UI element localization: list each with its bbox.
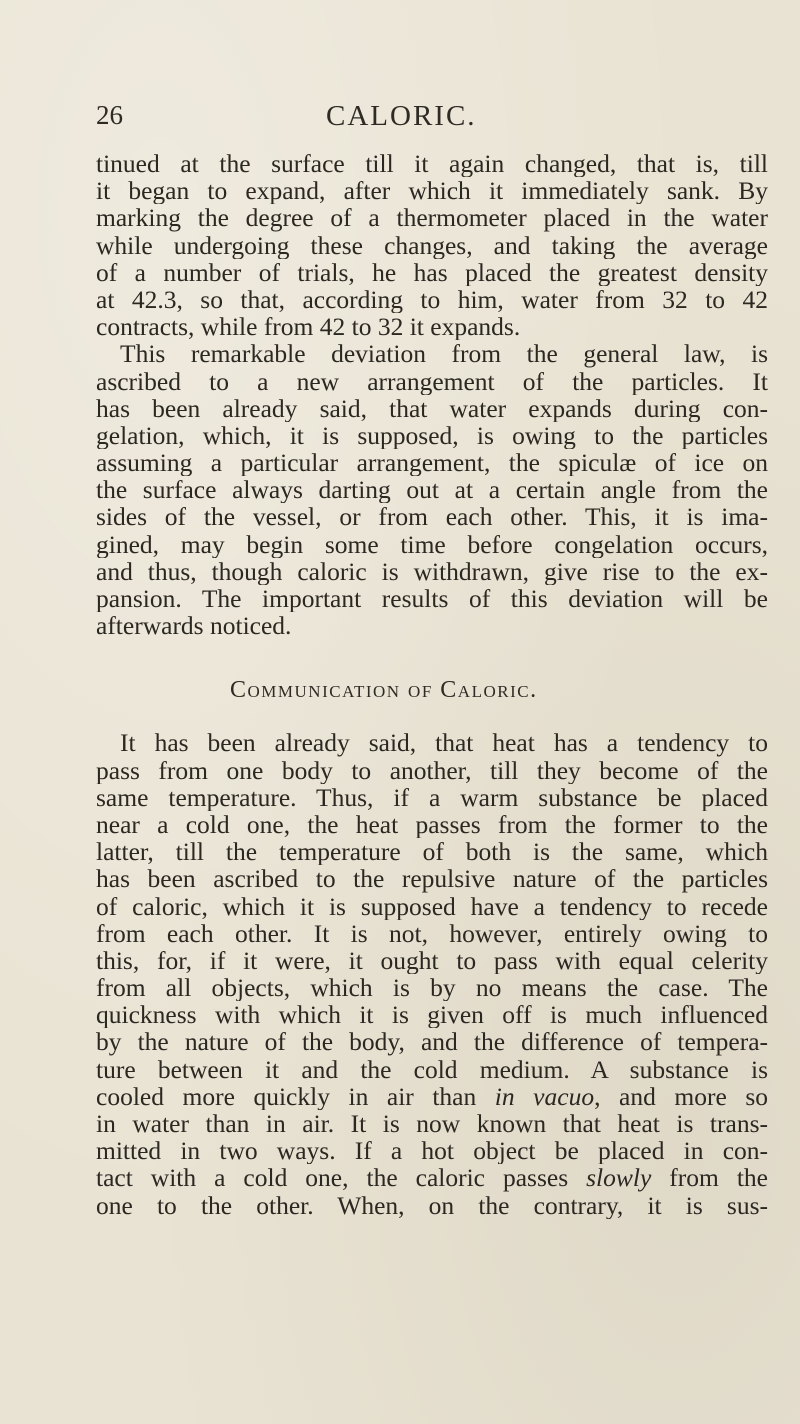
text-line: by the nature of the body, and the difference of tempera-	[96, 1028, 768, 1056]
text-line: has been ascribed to the repulsive nature of the particles	[96, 865, 768, 893]
text-line: near a cold one, the heat passes from the former to the	[96, 810, 768, 839]
paragraph-3	[96, 729, 768, 1218]
text-line: marking the degree of a thermometer placed in the water	[96, 204, 768, 232]
text-line: gined, may begin some time before congelation occurs,	[96, 530, 768, 558]
spacer	[96, 639, 768, 675]
text-line: ture between it and the cold medium. A substance is	[96, 1055, 768, 1083]
page-number: 26	[96, 100, 123, 130]
body-text	[96, 150, 768, 1219]
text-line: ascribed to a new arrangement of the particles. It	[96, 367, 768, 395]
paragraph-2	[96, 340, 768, 639]
text-line: has been already said, that water expands during con-	[96, 394, 768, 422]
text-line: it began to expand, after which it immediately sank. By	[96, 177, 768, 205]
text-line: contracts, while from 42 to 32 it expands.	[96, 313, 521, 341]
text-line: and thus, though caloric is withdrawn, give rise to the ex-	[96, 557, 768, 585]
text-line: sides of the vessel, or from each other. This, it is ima-	[96, 503, 768, 531]
text-line: in water than in air. It is now known that heat is trans-	[96, 1110, 768, 1138]
text-line: of a number of trials, he has placed the greatest density	[96, 258, 768, 286]
text-line: quickness with which it is given off is much influenced	[96, 1001, 768, 1029]
running-title: CALORIC.	[326, 100, 477, 132]
paragraph-1	[96, 150, 768, 340]
text-run: cooled more quickly in air than	[96, 1082, 495, 1110]
italic-run: in vacuo	[494, 1082, 595, 1110]
text-line: latter, till the temperature of both is the same, which	[96, 838, 768, 866]
text-line: at 42.3, so that, according to him, water from 32 to 42	[96, 285, 768, 314]
text-line: same temperature. Thus, if a warm substance be placed	[96, 783, 768, 811]
text-line: pansion. The important results of this deviation will be	[96, 585, 768, 613]
text-line: It has been already said, that heat has a tendency to	[120, 729, 768, 757]
text-run: from the	[651, 1164, 768, 1192]
text-line: this, for, if it were, it ought to pass with equal celerity	[96, 946, 768, 975]
text-line: gelation, which, it is supposed, is owing to the particles	[96, 421, 768, 450]
text-line: afterwards noticed.	[96, 612, 292, 640]
text-line: the surface always darting out at a certain angle from the	[96, 476, 768, 504]
text-line: mitted in two ways. If a hot object be placed in con-	[96, 1137, 768, 1165]
text-line: assuming a particular arrangement, the spiculæ of ice on	[96, 449, 768, 477]
spacer	[96, 705, 768, 729]
text-line: while undergoing these changes, and taking the average	[96, 231, 768, 259]
text-line: one to the other. When, on the contrary, it is sus-	[96, 1191, 768, 1219]
text-line: pass from one body to another, till they become of the	[96, 756, 768, 784]
text-line	[96, 1083, 768, 1110]
text-line: tinued at the surface till it again changed, that is, till	[96, 150, 768, 178]
section-heading: Communication of Caloric.	[230, 677, 538, 704]
text-run: , and more so	[594, 1082, 768, 1110]
text-line	[96, 1164, 768, 1191]
text-line: from all objects, which is by no means the case. The	[96, 974, 768, 1002]
running-head	[96, 100, 756, 140]
text-run: tact with a cold one, the caloric passes	[96, 1164, 587, 1192]
text-line: of caloric, which it is supposed have a tendency to recede	[96, 892, 768, 920]
text-line: This remarkable deviation from the general law, is	[120, 340, 768, 368]
text-line: from each other. It is not, however, entirely owing to	[96, 919, 768, 947]
italic-run: slowly	[586, 1164, 652, 1192]
